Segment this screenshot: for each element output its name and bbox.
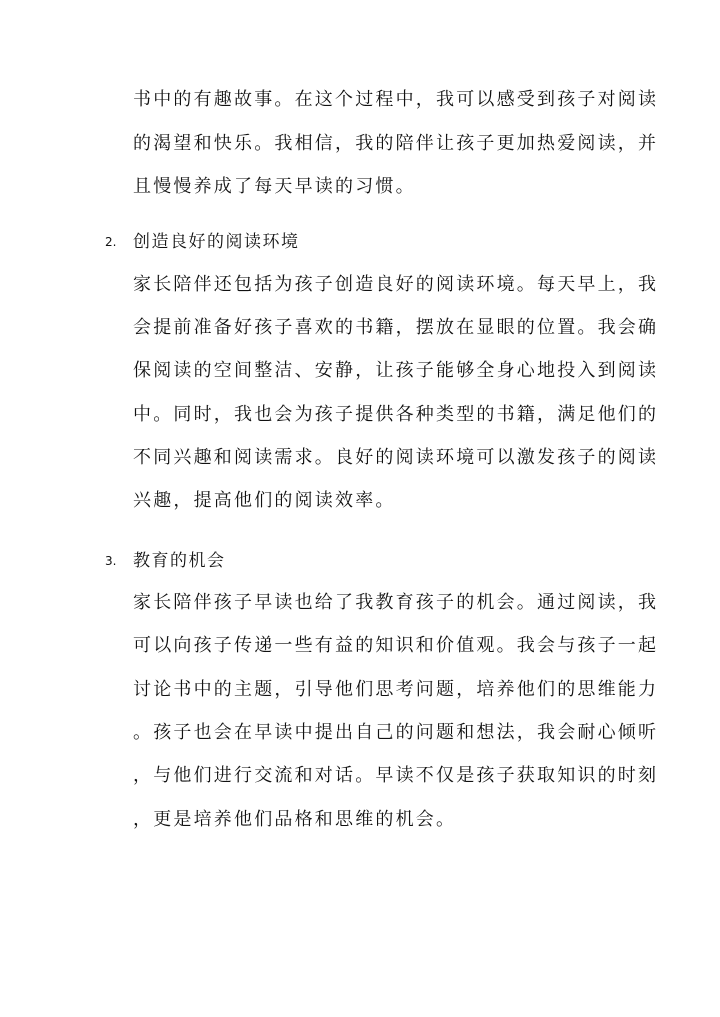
paragraph-line: 会提前准备好孩子喜欢的书籍，摆放在显眼的位置。我会确 xyxy=(133,317,659,338)
paragraph-line: 家长陪伴还包括为孩子创造良好的阅读环境。每天早上，我 xyxy=(133,274,659,295)
section-number: 3. xyxy=(105,554,117,568)
paragraph-line: 兴趣，提高他们的阅读效率。 xyxy=(133,490,396,511)
section-title: 创造良好的阅读环境 xyxy=(133,232,300,252)
paragraph-line: 且慢慢养成了每天早读的习惯。 xyxy=(133,176,416,197)
paragraph-line: 不同兴趣和阅读需求。良好的阅读环境可以激发孩子的阅读 xyxy=(133,447,659,468)
section-number: 2. xyxy=(105,235,117,249)
paragraph-line: ，与他们进行交流和对话。早读不仅是孩子获取知识的时刻 xyxy=(133,765,659,786)
section-heading xyxy=(105,549,226,573)
paragraph-line: 。孩子也会在早读中提出自己的问题和想法，我会耐心倾听 xyxy=(133,722,659,743)
paragraph-line: 的渴望和快乐。我相信，我的陪伴让孩子更加热爱阅读，并 xyxy=(133,133,659,154)
section-heading xyxy=(105,230,300,254)
paragraph-line: 家长陪伴孩子早读也给了我教育孩子的机会。通过阅读，我 xyxy=(133,592,659,613)
paragraph-line: 中。同时，我也会为孩子提供各种类型的书籍，满足他们的 xyxy=(133,404,659,425)
paragraph-line: 保阅读的空间整洁、安静，让孩子能够全身心地投入到阅读 xyxy=(133,360,659,381)
paragraph-line: 讨论书中的主题，引导他们思考问题，培养他们的思维能力 xyxy=(133,679,659,700)
paragraph-line: ，更是培养他们品格和思维的机会。 xyxy=(133,809,457,830)
paragraph-line: 书中的有趣故事。在这个过程中，我可以感受到孩子对阅读 xyxy=(133,89,659,110)
paragraph-line: 可以向孩子传递一些有益的知识和价值观。我会与孩子一起 xyxy=(133,635,659,656)
section-title: 教育的机会 xyxy=(133,551,226,571)
